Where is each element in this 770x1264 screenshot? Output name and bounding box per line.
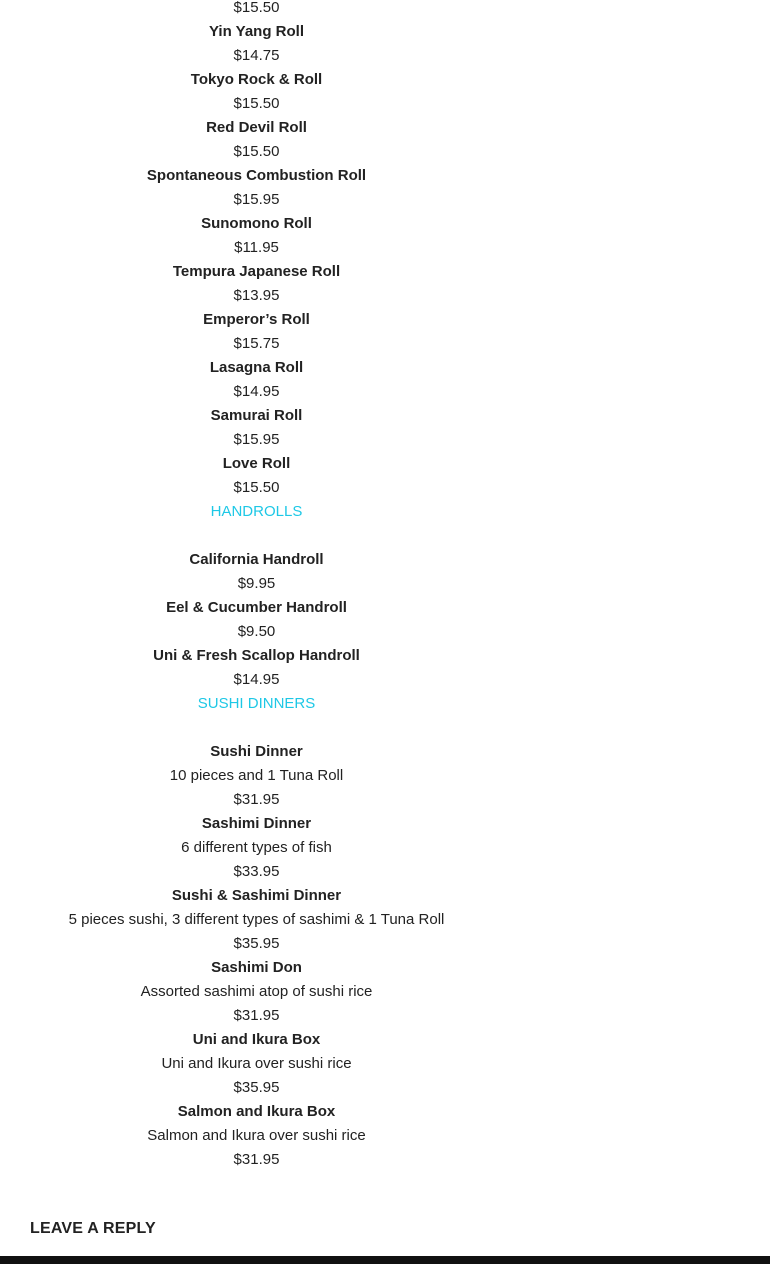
menu-item-name: Emperor’s Roll (203, 311, 310, 328)
spacer (0, 716, 513, 740)
menu-item-price: $13.95 (233, 287, 280, 304)
menu-item-name: Sashimi Don (211, 959, 302, 976)
menu-item-name: Sashimi Dinner (201, 815, 312, 832)
menu-item-name: Yin Yang Roll (208, 23, 305, 40)
menu-item-description: Assorted sashimi atop of sushi rice (140, 983, 373, 1000)
menu-item-price: $15.50 (233, 95, 280, 112)
menu-item-description: 10 pieces and 1 Tuna Roll (169, 767, 344, 784)
spacer (0, 524, 513, 548)
menu-item-price: $35.95 (233, 935, 280, 952)
leave-a-reply-heading: LEAVE A REPLY (30, 1220, 156, 1237)
menu-item-price: $15.50 (233, 479, 280, 496)
section-heading: HANDROLLS (210, 503, 303, 520)
menu-item-price: $9.50 (237, 623, 276, 640)
menu-item-price: $11.95 (234, 239, 279, 256)
menu-item-price: $35.95 (233, 1079, 280, 1096)
menu-item-price: $15.95 (233, 191, 280, 208)
menu-item-name: Samurai Roll (210, 407, 303, 424)
menu-item-price: $14.95 (233, 671, 280, 688)
menu-item-description: 6 different types of fish (181, 839, 332, 856)
menu-item-price: $15.50 (233, 143, 280, 160)
menu-item-name: Love Roll (222, 455, 291, 472)
menu-item-name: Lasagna Roll (209, 359, 304, 376)
menu-item-name: Spontaneous Combustion Roll (146, 167, 367, 184)
menu-item-price: $33.95 (233, 863, 280, 880)
menu-item-price: $31.95 (233, 791, 280, 808)
menu-item-name: Tempura Japanese Roll (172, 263, 341, 280)
menu-item-name: Eel & Cucumber Handroll (166, 599, 347, 616)
section-heading: SUSHI DINNERS (197, 695, 316, 712)
menu-item-name: California Handroll (189, 551, 324, 568)
menu-item-price: $9.95 (237, 575, 276, 592)
menu-item-description: Uni and Ikura over sushi rice (161, 1055, 352, 1072)
menu-item-price: $31.95 (233, 1007, 280, 1024)
menu-item-name: Uni and Ikura Box (192, 1031, 321, 1048)
menu-item-name: Sushi & Sashimi Dinner (171, 887, 342, 904)
menu-item-price: $15.50 (233, 0, 280, 16)
menu-item-name: Sushi Dinner (210, 743, 303, 760)
menu-item-price: $31.95 (233, 1151, 280, 1168)
menu-item-price: $15.95 (233, 431, 280, 448)
menu-item-name: Tokyo Rock & Roll (190, 71, 323, 88)
menu-item-name: Uni & Fresh Scallop Handroll (153, 647, 360, 664)
menu-item-name: Salmon and Ikura Box (177, 1103, 336, 1120)
menu-item-price: $14.95 (233, 383, 280, 400)
menu-item-name: Red Devil Roll (206, 119, 307, 136)
menu-item-description: Salmon and Ikura over sushi rice (147, 1127, 366, 1144)
menu-item-price: $14.75 (233, 47, 280, 64)
menu-item-price: $15.75 (233, 335, 280, 352)
footer-bar (0, 1256, 770, 1264)
menu-item-description: 5 pieces sushi, 3 different types of sashimi & 1 Tuna Roll (68, 911, 445, 928)
menu-item-name: Sunomono Roll (201, 215, 312, 232)
